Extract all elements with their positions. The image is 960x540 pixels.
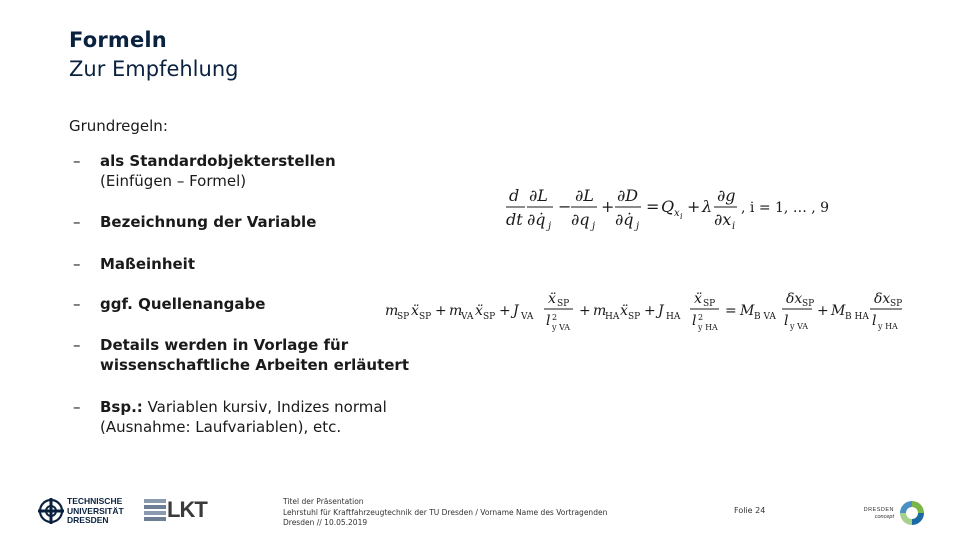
svg-text:B VA: B VA [754,312,776,322]
bullet-bold-text: Bsp.: [100,398,143,416]
svg-text:∂D: ∂D [617,186,639,205]
svg-text:Q: Q [661,197,675,216]
svg-text:d: d [509,186,520,205]
svg-text:∂q̇: ∂q̇ [527,210,546,229]
bullet-dash: – [73,336,81,354]
svg-text:j: j [592,221,596,232]
svg-text:+: + [435,303,447,319]
dd-logo-line: concept [874,514,894,520]
bullet-second-line: (Ausnahme: Laufvariablen), etc. [100,418,342,436]
bullet-dash: – [73,152,81,170]
svg-text:j: j [548,221,552,232]
svg-text:l: l [546,313,551,329]
svg-text:m: m [385,303,399,319]
lkt-logo [143,496,215,523]
svg-text:+: + [579,303,591,319]
dd-logo-line: DRESDEN [863,507,894,513]
bullet-dash: – [73,398,81,416]
svg-text:B HA: B HA [845,312,869,322]
svg-text:l: l [692,313,697,329]
dresden-concept-emblem-icon [898,499,926,527]
svg-text:=: = [725,303,737,319]
svg-text:m: m [449,303,463,319]
bullet-bold-text: als Standardobjekterstellen [100,152,336,170]
svg-text:SP: SP [483,312,496,322]
bullet-rest-text: Variablen kursiv, Indizes normal [142,398,387,416]
lagrange-formula [503,186,833,234]
svg-text:HA: HA [666,312,681,322]
svg-text:SP: SP [628,312,641,322]
svg-text:ẍ: ẍ [475,303,483,319]
svg-text:SP: SP [802,299,815,309]
svg-text:i: i [732,221,736,232]
bullet-dash: – [73,213,81,231]
motion-formula [384,288,909,334]
bullet-dash: – [73,295,81,313]
svg-text:+: + [687,197,701,216]
svg-text:x: x [674,208,680,219]
svg-text:SP: SP [557,299,570,309]
svg-text:δx: δx [874,291,891,307]
svg-text:+: + [817,303,829,319]
svg-text:∂x: ∂x [714,210,732,229]
bullet-second-line: wissenschaftliche Arbeiten erläutert [100,356,410,374]
svg-text:SP: SP [419,312,432,322]
svg-text:2: 2 [698,313,704,322]
svg-text:∂L: ∂L [575,186,594,205]
svg-text:ẍ: ẍ [694,291,702,307]
svg-text:SP: SP [703,299,716,309]
slide-subtitle: Zur Empfehlung [69,57,239,81]
bullet-bold-text: Details werden in Vorlage für [100,336,349,354]
svg-text:M: M [831,303,846,319]
svg-text:VA: VA [521,312,534,322]
footer-info [283,497,607,529]
svg-text:∂L: ∂L [529,186,548,205]
slide-number: Folie 24 [734,506,766,515]
svg-text:∂g: ∂g [717,186,736,205]
footer-date-line: Dresden // 10.05.2019 [283,518,368,527]
svg-text:ẍ: ẍ [548,291,556,307]
slide-title: Formeln [69,28,167,52]
bullet-second-line: (Einfügen – Formel) [100,172,247,190]
svg-text:δx: δx [786,291,803,307]
svg-text:i: i [680,212,683,221]
svg-text:SP: SP [397,312,410,322]
svg-text:y HA: y HA [878,322,898,331]
svg-text:, i = 1, … , 9: , i = 1, … , 9 [741,200,830,216]
svg-text:l: l [872,313,877,329]
tu-dresden-logo [38,496,133,526]
tu-logo-line: DRESDEN [67,515,109,525]
svg-text:m: m [593,303,607,319]
bullet-bold-text: ggf. Quellenangabe [100,295,266,313]
svg-text:∂q̇: ∂q̇ [615,210,634,229]
svg-text:+: + [601,197,615,216]
svg-text:∂q: ∂q [571,210,590,229]
svg-text:dt: dt [506,210,523,229]
svg-text:λ: λ [702,197,713,216]
tu-logo-line: UNIVERSITÄT [67,505,124,516]
svg-text:M: M [740,303,755,319]
svg-text:+: + [499,303,511,319]
svg-text:y HA: y HA [698,323,718,332]
svg-text:y VA: y VA [552,323,571,332]
svg-text:+: + [644,303,656,319]
bullet-bold-text: Maßeinheit [100,255,195,273]
svg-text:2: 2 [552,313,558,322]
svg-text:J: J [513,303,519,319]
svg-text:ẍ: ẍ [411,303,419,319]
svg-text:SP: SP [890,299,903,309]
svg-text:HA: HA [605,312,620,322]
svg-text:l: l [784,313,789,329]
bullet-dash: – [73,255,81,273]
svg-text:=: = [646,197,660,216]
intro-text: Grundregeln: [69,117,168,135]
dresden-concept-logo [862,498,926,528]
tu-logo-line: TECHNISCHE [67,496,123,506]
svg-text:y VA: y VA [790,322,809,331]
svg-text:J: J [658,303,664,319]
svg-text:j: j [636,221,640,232]
svg-text:−: − [558,197,572,216]
lkt-logo-text: LKT [167,497,207,522]
bullet-bold-text: Bezeichnung der Variable [100,213,317,231]
svg-text:ẍ: ẍ [620,303,628,319]
footer-author-line: Lehrstuhl für Kraftfahrzeugtechnik der TU Dresden / Vorname Name des Vortragenden [283,507,608,517]
footer-presentation-title: Titel der Präsentation [283,497,364,506]
svg-text:VA: VA [461,312,474,322]
